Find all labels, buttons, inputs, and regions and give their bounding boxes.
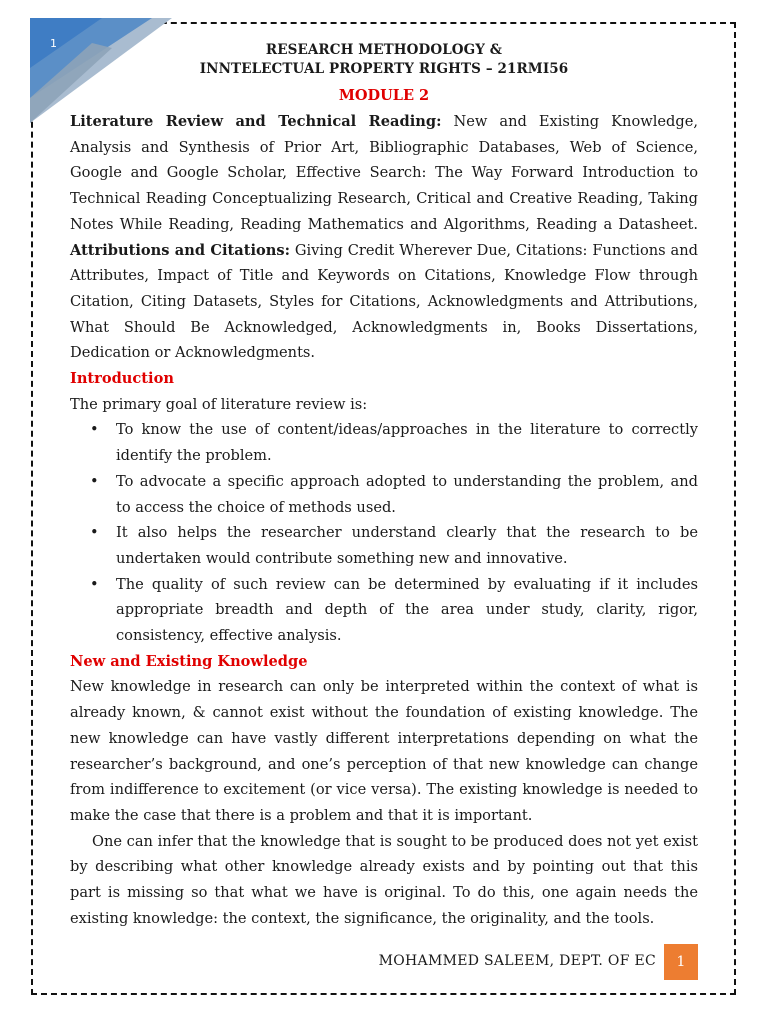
introduction-lead: The primary goal of literature review is: [70,395,368,413]
list-item: • The quality of such review can be determined by evaluating if it includes appropriate breadth and depth of the area under study, clarity, rigor, consistency, effective analysis. [90,575,698,645]
introduction-list [70,417,698,648]
corner-page-number: 1 [50,37,57,50]
list-item: • It also helps the researcher understand clearly that the research to be undertaken would contribute something new and innovative. [90,524,698,567]
module-title: MODULE 2 [338,87,430,104]
knowledge-paragraph-2: One can infer that the knowledge that is sought to be produced does not yet exist by describing what other knowledge already exists and by pointing out that this part is missing so that what we have is original. To do this, one again needs the existing knowledge: the context, the significance, the originality, and the tools. [70,832,698,927]
attributions-title: Attributions and Citations: [70,241,290,259]
attributions-text: Giving Credit Wherever Due, Citations: Functions and Attributes, Impact of Title and Keywords on Citations, Knowledge Flow through Citation, Citing Datasets, Styles for Citations, Acknowledgments and Attributions, What Should Be Acknowledged, Acknowledgments in, Books Dissertations, Dedication or Acknowledgments. [70,241,698,362]
knowledge-heading: New and Existing Knowledge [70,652,308,670]
knowledge-paragraph-1: New knowledge in research can only be interpreted within the context of what is already known, & cannot exist without the foundation of existing knowledge. The new knowledge can have vastly different interpretations depending on what the researcher’s background, and one’s perception of that new knowledge can change from indifference to excitement (or vice versa). The existing knowledge is needed to make the case that there is a problem and that it is important. [70,678,698,824]
introduction-heading: Introduction [70,370,174,388]
footer-author: MOHAMMED SALEEM, DEPT. OF EC [378,953,656,969]
header-title-line2: INNTELECTUAL PROPERTY RIGHTS – 21RMI56 [199,61,569,77]
list-item: • To know the use of content/ideas/approaches in the literature to correctly identify the problem. [90,421,698,465]
lit-review-title: Literature Review and Technical Reading: [70,113,442,130]
syllabus-paragraph [70,109,698,366]
list-item: • To advocate a specific approach adopted to understanding the problem, and to access the choice of methods used. [90,472,698,516]
footer-page-number: 1 [664,944,698,980]
header-title-line1: RESEARCH METHODOLOGY & [265,42,503,58]
document-body [70,109,698,932]
lit-review-text: New and Existing Knowledge, Analysis and Synthesis of Prior Art, Bibliographic Databases, Web of Science, Google and Google Scholar, Effective Search: The Way Forward Introduction to Technical Reading Conceptualizing Research, Critical and Creative Reading, Taking Notes While Reading, Reading Mathematics and Algorithms, Reading a Datasheet. [70,113,698,233]
